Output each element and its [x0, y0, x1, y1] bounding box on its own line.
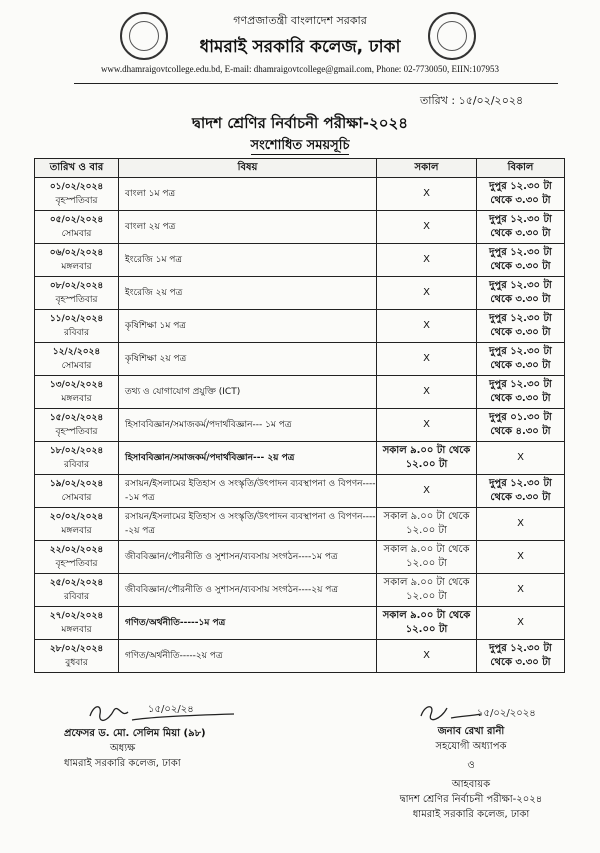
principal-signature-date: ১৫/০২/২৪ — [148, 704, 194, 715]
header-date: তারিখ ও বার — [35, 159, 119, 178]
table-row — [35, 508, 565, 541]
principal-org: ধামরাই সরকারি কলেজ, ঢাকা — [64, 758, 181, 769]
row-day: বৃহস্পতিবার — [55, 196, 98, 206]
row-morning: X — [377, 277, 477, 310]
row-day: সোমবার — [61, 493, 92, 503]
row-day: বৃহস্পতিবার — [55, 295, 98, 305]
row-subject: বাংলা ২য় পত্র — [119, 211, 377, 244]
table-row — [35, 310, 565, 343]
row-date-cell — [35, 640, 119, 673]
table-row — [35, 277, 565, 310]
row-subject: হিসাববিজ্ঞান/সমাজকর্ম/পদার্থবিজ্ঞান--- ২য় পত্র — [119, 442, 377, 475]
row-afternoon: দুপুর ১২.৩০ টা থেকে ৩.৩০ টা — [477, 310, 565, 343]
row-subject: জীববিজ্ঞান/পৌরনীতি ও সুশাসন/ব্যবসায় সংগঠন----২য় পত্র — [119, 574, 377, 607]
college-name: ধামরাই সরকারি কলেজ, ঢাকা — [199, 37, 401, 57]
table-row — [35, 574, 565, 607]
page-title: দ্বাদশ শ্রেণির নির্বাচনী পরীক্ষা-২০২৪ — [191, 114, 408, 132]
convener-committee: দ্বাদশ শ্রেণির নির্বাচনী পরীক্ষা-২০২৪ — [399, 794, 543, 805]
row-day: রবিবার — [63, 592, 90, 602]
table-row — [35, 211, 565, 244]
row-afternoon: দুপুর ১২.৩০ টা থেকে ৩.৩০ টা — [477, 277, 565, 310]
row-afternoon: X — [477, 508, 565, 541]
row-subject: তথ্য ও যোগাযোগ প্রযুক্তি (ICT) — [119, 376, 377, 409]
convener-signature-date: ১৫/০২/২০২৪ — [477, 708, 536, 719]
table-row — [35, 244, 565, 277]
row-date: ০৫/০২/২০২৪ — [49, 215, 104, 225]
row-date: ১২/২/২০২৪ — [52, 347, 101, 357]
row-date-cell — [35, 310, 119, 343]
convener-and: ও — [467, 760, 475, 771]
row-date-cell — [35, 475, 119, 508]
row-morning: X — [377, 409, 477, 442]
row-date: ১৫/০২/২০২৪ — [49, 413, 104, 423]
convener-signature — [381, 700, 561, 724]
row-subject: গণিত/অর্থনীতি-----১ম পত্র — [119, 607, 377, 640]
convener-role: আহবায়ক — [451, 779, 491, 790]
row-date: ০৮/০২/২০২৪ — [49, 281, 104, 291]
row-morning: সকাল ৯.০০ টা থেকে ১২.০০ টা — [377, 541, 477, 574]
row-morning: সকাল ৯.০০ টা থেকে ১২.০০ টা — [377, 607, 477, 640]
table-row — [35, 541, 565, 574]
row-morning: X — [377, 376, 477, 409]
exam-schedule-table — [34, 158, 565, 673]
principal-name: প্রফেসর ড. মো. সেলিম মিয়া (৯৮) — [64, 728, 206, 739]
convener-signature-block — [366, 700, 576, 822]
row-date: ১৩/০২/২০২৪ — [49, 380, 104, 390]
row-date: ১৮/০২/২০২৪ — [49, 446, 104, 456]
header-afternoon: বিকাল — [477, 159, 565, 178]
row-afternoon: X — [477, 574, 565, 607]
header-morning: সকাল — [377, 159, 477, 178]
row-subject: বাংলা ১ম পত্র — [119, 178, 377, 211]
row-afternoon: দুপুর ১২.৩০ টা থেকে ৩.৩০ টা — [477, 244, 565, 277]
row-date: ০৬/০২/২০২৪ — [49, 248, 104, 258]
row-day: সোমবার — [61, 229, 92, 239]
row-afternoon: দুপুর ১২.৩০ টা থেকে ৩.৩০ টা — [477, 475, 565, 508]
row-date: ২৮/০২/২০২৪ — [49, 644, 104, 654]
row-date-cell — [35, 541, 119, 574]
row-afternoon: X — [477, 442, 565, 475]
row-subject: রসায়ন/ইসলামের ইতিহাস ও সংস্কৃতি/উৎপাদন ব্যবস্থাপনা ও বিপণন-----১ম পত্র — [119, 475, 377, 508]
principal-title: অধ্যক্ষ — [110, 743, 136, 754]
row-date-cell — [35, 178, 119, 211]
principal-signature-block — [64, 700, 264, 771]
row-date-cell — [35, 607, 119, 640]
contact-line: www.dhamraigovtcollege.edu.bd, E-mail: dhamraigovtcollege@gmail.com, Phone: 02-7730050, EIIN:107953 — [100, 64, 500, 74]
row-date-cell — [35, 574, 119, 607]
row-date-cell — [35, 409, 119, 442]
row-afternoon: দুপুর ১২.৩০ টা থেকে ৩.৩০ টা — [477, 178, 565, 211]
row-day: বুধবার — [65, 658, 88, 668]
page-subtitle — [0, 136, 600, 157]
row-morning: X — [377, 211, 477, 244]
table-row — [35, 442, 565, 475]
row-morning: সকাল ৯.০০ টা থেকে ১২.০০ টা — [377, 574, 477, 607]
row-date-cell — [35, 442, 119, 475]
table-row — [35, 376, 565, 409]
row-morning: X — [377, 310, 477, 343]
convener-title: সহযোগী অধ্যাপক — [435, 741, 507, 752]
row-afternoon: দুপুর ০১.৩০ টা থেকে ৪.৩০ টা — [477, 409, 565, 442]
table-row — [35, 640, 565, 673]
row-date: ০১/০২/২০২৪ — [49, 182, 104, 192]
row-day: রবিবার — [63, 460, 90, 470]
row-date-cell — [35, 343, 119, 376]
row-date: ২৫/০২/২০২৪ — [49, 578, 104, 588]
table-row — [35, 178, 565, 211]
row-subject: হিসাববিজ্ঞান/সমাজকর্ম/পদার্থবিজ্ঞান--- ১ম পত্র — [119, 409, 377, 442]
row-date-cell — [35, 211, 119, 244]
row-subject: গণিত/অর্থনীতি-----২য় পত্র — [119, 640, 377, 673]
row-morning: X — [377, 343, 477, 376]
row-afternoon: দুপুর ১২.৩০ টা থেকে ৩.৩০ টা — [477, 343, 565, 376]
row-day: বৃহস্পতিবার — [55, 559, 98, 569]
table-row — [35, 607, 565, 640]
row-morning: X — [377, 178, 477, 211]
header-subject: বিষয় — [119, 159, 377, 178]
row-date-cell — [35, 244, 119, 277]
row-date: ২৭/০২/২০২৪ — [49, 611, 104, 621]
header-divider — [74, 83, 558, 84]
row-day: মঙ্গলবার — [61, 526, 92, 536]
row-subject: ইংরেজি ২য় পত্র — [119, 277, 377, 310]
row-date: ২০/০২/২০২৪ — [49, 512, 104, 522]
principal-signature — [84, 700, 244, 726]
row-date: ১১/০২/২০২৪ — [49, 314, 104, 324]
row-date-cell — [35, 376, 119, 409]
row-date-cell — [35, 277, 119, 310]
convener-name: জনাব রেখা রানী — [437, 726, 505, 737]
row-subject: জীববিজ্ঞান/পৌরনীতি ও সুশাসন/ব্যবসায় সংগঠন----১ম পত্র — [119, 541, 377, 574]
row-day: মঙ্গলবার — [61, 625, 92, 635]
row-morning: সকাল ৯.০০ টা থেকে ১২.০০ টা — [377, 508, 477, 541]
table-row — [35, 475, 565, 508]
row-morning: X — [377, 475, 477, 508]
row-date-cell — [35, 508, 119, 541]
row-subject: কৃষিশিক্ষা ২য় পত্র — [119, 343, 377, 376]
convener-org: ধামরাই সরকারি কলেজ, ঢাকা — [412, 809, 530, 820]
row-day: রবিবার — [63, 328, 90, 338]
row-afternoon: দুপুর ১২.৩০ টা থেকে ৩.৩০ টা — [477, 640, 565, 673]
row-subject: ইংরেজি ১ম পত্র — [119, 244, 377, 277]
subtitle-text: সংশোধিত সময়সূচি — [250, 138, 350, 153]
row-day: সোমবার — [61, 361, 92, 371]
row-day: বৃহস্পতিবার — [55, 427, 98, 437]
row-day: মঙ্গলবার — [61, 394, 92, 404]
row-morning: সকাল ৯.০০ টা থেকে ১২.০০ টা — [377, 442, 477, 475]
table-row — [35, 343, 565, 376]
row-subject: কৃষিশিক্ষা ১ম পত্র — [119, 310, 377, 343]
row-afternoon: দুপুর ১২.৩০ টা থেকে ৩.৩০ টা — [477, 211, 565, 244]
government-line: গণপ্রজাতন্ত্রী বাংলাদেশ সরকার — [233, 14, 367, 27]
row-date: ২২/০২/২০২৪ — [49, 545, 104, 555]
row-afternoon: X — [477, 607, 565, 640]
row-date: ১৯/০২/২০২৪ — [49, 479, 104, 489]
row-day: মঙ্গলবার — [61, 262, 92, 272]
row-afternoon: X — [477, 541, 565, 574]
row-morning: X — [377, 640, 477, 673]
row-afternoon: দুপুর ১২.৩০ টা থেকে ৩.৩০ টা — [477, 376, 565, 409]
table-row — [35, 409, 565, 442]
table-header-row — [35, 159, 565, 178]
notice-date: তারিখ : ১৫/০২/২০২৪ — [420, 94, 524, 107]
row-morning: X — [377, 244, 477, 277]
row-subject: রসায়ন/ইসলামের ইতিহাস ও সংস্কৃতি/উৎপাদন ব্যবস্থাপনা ও বিপণন-----২য় পত্র — [119, 508, 377, 541]
